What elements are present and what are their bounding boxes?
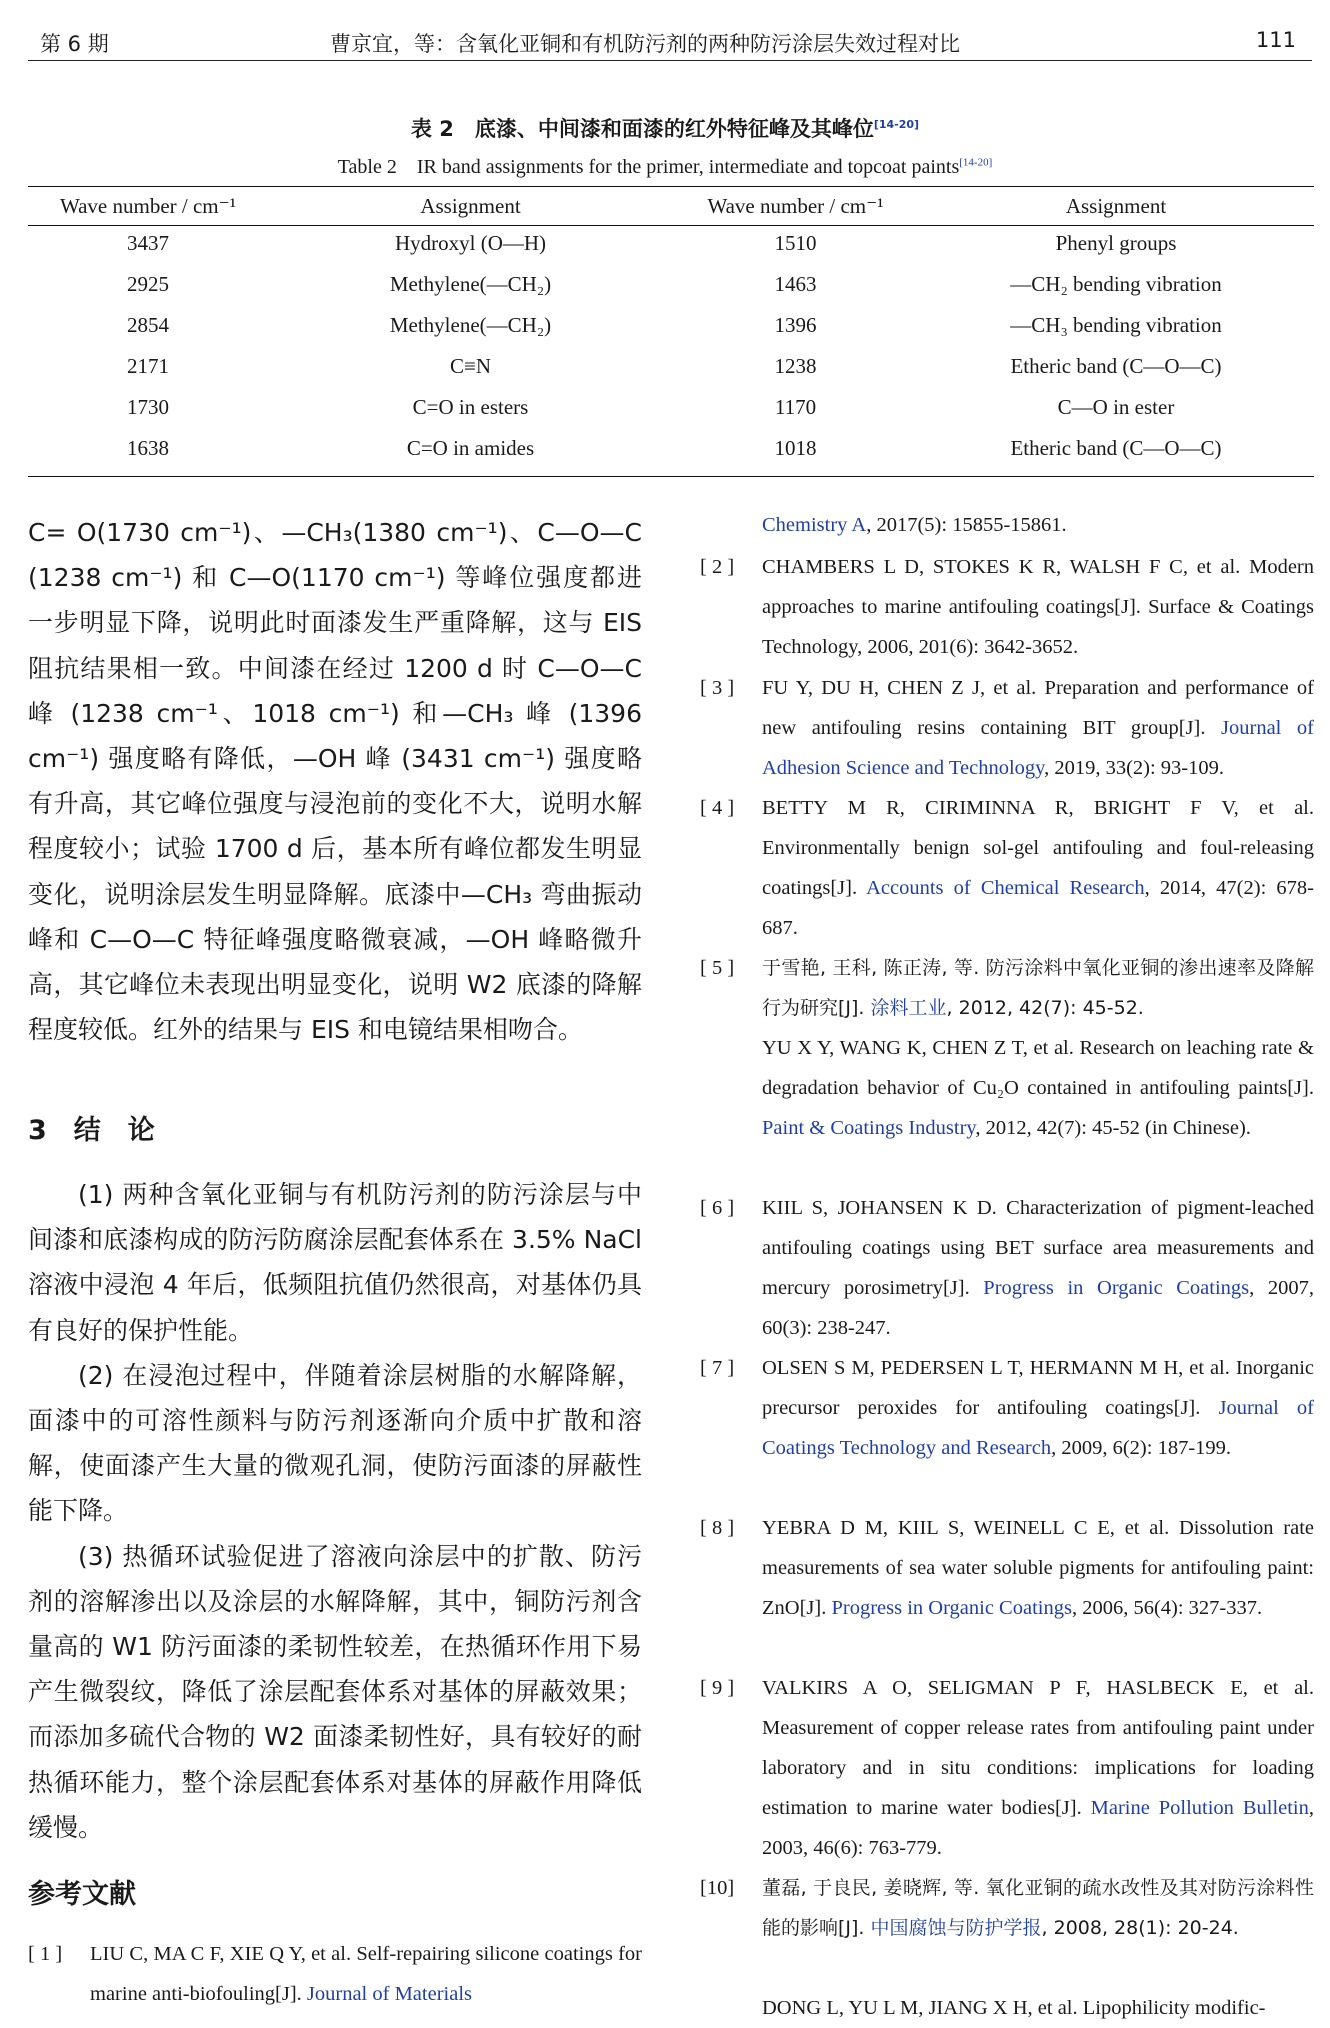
table-cell: C≡N bbox=[449, 354, 491, 378]
reference-text bbox=[762, 505, 1314, 545]
table-cell: 1730 bbox=[127, 395, 169, 419]
table-row bbox=[28, 346, 1314, 387]
reference-number: [ 4 ] bbox=[700, 797, 735, 819]
col-header-wave-2: Wave number / cm⁻¹ bbox=[707, 193, 884, 218]
journal-link[interactable]: Journal of Coatings Technology and Research bbox=[762, 1397, 1314, 1459]
page-number: 111 bbox=[1255, 28, 1296, 52]
reference-body: OLSEN S M, PEDERSEN L T, HERMANN M H, et al. Inorganic precursor peroxides for antifouling coatings[J]. bbox=[762, 1357, 1314, 1419]
reference-body: 于雪艳, 王科, 陈正涛, 等. 防污涂料中氧化亚铜的渗出速率及降解行为研究[J]. bbox=[762, 957, 1314, 1019]
journal-link[interactable]: 涂料工业 bbox=[870, 997, 947, 1019]
col-header-wave-1: Wave number / cm⁻¹ bbox=[59, 193, 237, 218]
table-cell: 2854 bbox=[127, 313, 169, 337]
reference-body: YEBRA D M, KIIL S, WEINELL C E, et al. Dissolution rate measurements of sea water soluble pigments for antifouling paint: ZnO[J]. bbox=[762, 1517, 1314, 1619]
table-cell: 1510 bbox=[774, 231, 817, 255]
reference-text bbox=[762, 668, 1314, 788]
reference-number: [ 8 ] bbox=[700, 1517, 735, 1539]
reference-text bbox=[762, 1348, 1314, 1468]
table-caption-en-text: Table 2 IR band assignments for the primer, intermediate and topcoat paints bbox=[337, 156, 960, 178]
col-header-assign-2: Assignment bbox=[1065, 193, 1167, 218]
table-row bbox=[28, 223, 1314, 264]
table-top-rule bbox=[28, 186, 1314, 187]
journal-link[interactable]: Journal of Materials bbox=[306, 1983, 472, 2005]
table-cell: 1018 bbox=[774, 436, 817, 460]
table-cell: 1638 bbox=[127, 436, 169, 460]
reference-text bbox=[762, 948, 1314, 1028]
table-caption-cn-cite[interactable]: [14-20] bbox=[873, 118, 920, 131]
references-heading: 参考文献 bbox=[28, 1879, 136, 1910]
reference-body: , 2014, 47(2): 678-687. bbox=[762, 877, 1314, 939]
reference-body: YU X Y, WANG K, CHEN Z T, et al. Research on leaching rate & degradation behavior of Cu₂O contained in antifouling paints[J]. bbox=[762, 1037, 1314, 1099]
table-cell: C=O in esters bbox=[412, 395, 529, 419]
reference-body: LIU C, MA C F, XIE Q Y, et al. Self-repairing silicone coatings for marine anti-biofouling[J]. bbox=[90, 1943, 642, 2005]
reference-text bbox=[762, 1508, 1314, 1628]
conclusion-item: (2) 在浸泡过程中，伴随着涂层树脂的水解降解，面漆中的可溶性颜料与防污剂逐渐向介质中扩散和溶解，使面漆产生大量的微观孔洞，使防污面漆的屏蔽性能下降。 bbox=[28, 1360, 642, 1526]
reference-number: [ 7 ] bbox=[700, 1357, 735, 1379]
table-row bbox=[28, 387, 1314, 428]
reference-number: [ 3 ] bbox=[700, 677, 735, 699]
table-cell: 2925 bbox=[127, 272, 169, 296]
body-paragraph: C= O(1730 cm⁻¹)、—CH₃(1380 cm⁻¹)、C—O—C (1238 cm⁻¹) 和 C—O(1170 cm⁻¹) 等峰位强度都进一步明显下降，说明此时面漆发生严重降解，这与 EIS 阻抗结果相一致。中间漆在经过 1200 d 时 C—O—C 峰 (1238 cm⁻¹、1018 cm⁻¹) 和—CH₃ 峰 (1396 cm⁻¹) 强度略有降低，—OH 峰 (3431 cm⁻¹) 强度略有升高，其它峰位强度与浸泡前的变化不大，说明水解程度较小；试验 1700 d 后，基本所有峰位都发生明显变化，说明涂层发生明显降解。底漆中—CH₃ 弯曲振动峰和 C—O—C 特征峰强度略微衰减，—OH 峰略微升高，其它峰位未表现出明显变化，说明 W2 底漆的降解程度较低。红外的结果与 EIS 和电镜结果相吻合。 bbox=[28, 518, 642, 1045]
reference-number: [ 1 ] bbox=[28, 1943, 63, 1965]
table-caption-cn-text: 表 2 底漆、中间漆和面漆的红外特征峰及其峰位 bbox=[410, 117, 874, 141]
table-cell: 1238 bbox=[774, 354, 817, 378]
table-row bbox=[28, 428, 1314, 469]
table-cell: Methylene(—CH₂) bbox=[389, 272, 552, 296]
table-caption-en bbox=[0, 150, 1330, 179]
reference-body: BETTY M R, CIRIMINNA R, BRIGHT F V, et al. Environmentally benign sol-gel antifouling and foul-releasing coatings[J]. bbox=[762, 797, 1314, 899]
left-column bbox=[28, 510, 642, 1052]
reference-text bbox=[762, 1868, 1314, 1948]
table-cell: Etheric band (C—O—C) bbox=[1010, 354, 1222, 378]
journal-link[interactable]: Paint & Coatings Industry bbox=[762, 1117, 976, 1139]
reference-body: , 2012, 42(7): 45-52 (in Chinese). bbox=[975, 1117, 1251, 1139]
section-heading-conclusions: 3 结 论 bbox=[28, 1115, 155, 1146]
conclusion-item: (1) 两种含氧化亚铜与有机防污剂的防污涂层与中间漆和底漆构成的防污防腐涂层配套体系在 3.5% NaCl 溶液中浸泡 4 年后，低频阻抗值仍然很高，对基体仍具有良好的保护性能。 bbox=[28, 1180, 642, 1345]
reference-body: , 2012, 42(7): 45-52. bbox=[946, 997, 1144, 1019]
journal-link[interactable]: Progress in Organic Coatings bbox=[831, 1597, 1072, 1619]
journal-link[interactable]: Marine Pollution Bulletin bbox=[1090, 1797, 1309, 1819]
reference-text bbox=[762, 1668, 1314, 1868]
reference-body: FU Y, DU H, CHEN Z J, et al. Preparation and performance of new antifouling resins containing BIT group[J]. bbox=[762, 677, 1314, 739]
reference-body: , 2003, 46(6): 763-779. bbox=[762, 1797, 1315, 1859]
table-cell: 1396 bbox=[774, 313, 817, 337]
reference-body: VALKIRS A O, SELIGMAN P F, HASLBECK E, et al. Measurement of copper release rates from antifouling paint under laboratory and in situ conditions: implications for loading estimation to marine water bodies[J]. bbox=[762, 1677, 1314, 1819]
reference-text: CHAMBERS L D, STOKES K R, WALSH F C, et al. Modern approaches to marine antifouling coatings[J]. Surface & Coatings Technology, 2006, 201(6): 3642-3652. bbox=[762, 556, 1314, 658]
reference-body: , 2019, 33(2): 93-109. bbox=[1044, 757, 1225, 779]
table-header-row bbox=[28, 189, 1314, 223]
table-cell: C—O in ester bbox=[1057, 395, 1175, 419]
table-caption-cn bbox=[0, 113, 1330, 143]
table-cell: —CH₂ bending vibration bbox=[1010, 272, 1222, 296]
reference-body: , 2009, 6(2): 187-199. bbox=[1051, 1437, 1232, 1459]
reference-body: KIIL S, JOHANSEN K D. Characterization of pigment-leached antifouling coatings using BET surface area measurements and mercury porosimetry[J]. bbox=[762, 1197, 1314, 1299]
reference-body: , 2017(5): 15855-15861. bbox=[866, 514, 1067, 536]
ir-band-table bbox=[28, 189, 1314, 469]
reference-continuation bbox=[700, 505, 1314, 545]
journal-link[interactable]: 中国腐蚀与防护学报 bbox=[870, 1917, 1042, 1939]
table-cell: —CH₃ bending vibration bbox=[1010, 313, 1222, 337]
journal-link[interactable]: Journal of Adhesion Science and Technology bbox=[762, 717, 1314, 779]
journal-link[interactable]: Accounts of Chemical Research bbox=[866, 877, 1145, 899]
table-cell: 1170 bbox=[774, 395, 817, 419]
reference-number: [ 9 ] bbox=[700, 1677, 735, 1699]
table-cell: 1463 bbox=[774, 272, 817, 296]
running-title: 曹京宜，等：含氧化亚铜和有机防污剂的两种防污涂层失效过程对比 bbox=[330, 32, 960, 56]
reference-body: , 2007, 60(3): 238-247. bbox=[762, 1277, 1314, 1339]
reference-text: DONG L, YU L M, JIANG X H, et al. Lipophilicity modific- bbox=[762, 1997, 1266, 2019]
table-cell: Methylene(—CH₂) bbox=[389, 313, 552, 337]
issue-label: 第 6 期 bbox=[40, 32, 109, 56]
reference-body: , 2006, 56(4): 327-337. bbox=[1071, 1597, 1263, 1619]
conclusion-item: (3) 热循环试验促进了溶液向涂层中的扩散、防污剂的溶解渗出以及涂层的水解降解，其中，铜防污剂含量高的 W1 防污面漆的柔韧性较差，在热循环作用下易产生微裂纹，降低了涂层配套体系对基体的屏蔽效果；而添加多硫代合物的 W2 面漆柔韧性好，具有较好的耐热循环能力，整个涂层配套体系对基体的屏蔽作用降低缓慢。 bbox=[28, 1541, 642, 1842]
journal-link[interactable]: Progress in Organic Coatings bbox=[983, 1277, 1250, 1299]
reference-body: , 2008, 28(1): 20-24. bbox=[1041, 1917, 1239, 1939]
table-row bbox=[28, 305, 1314, 346]
table-cell: Etheric band (C—O—C) bbox=[1010, 436, 1222, 460]
table-bottom-rule bbox=[28, 476, 1314, 477]
col-header-assign-1: Assignment bbox=[420, 193, 521, 218]
table-row bbox=[28, 264, 1314, 305]
table-cell: Hydroxyl (O—H) bbox=[394, 231, 547, 255]
table-caption-en-cite[interactable]: [14-20] bbox=[959, 156, 993, 169]
reference-number: [ 5 ] bbox=[700, 957, 735, 979]
reference-text bbox=[762, 788, 1314, 948]
header-rule bbox=[28, 60, 1312, 61]
reference-text bbox=[762, 1188, 1314, 1348]
reference-body: 董磊, 于良民, 姜晓辉, 等. 氧化亚铜的疏水改性及其对防污涂料性能的影响[J]. bbox=[762, 1877, 1314, 1939]
reference-text bbox=[762, 1028, 1314, 1148]
reference-number: [10] bbox=[700, 1877, 735, 1899]
reference-number: [ 2 ] bbox=[700, 556, 735, 578]
table-cell: C=O in amides bbox=[406, 436, 535, 460]
journal-link[interactable]: Chemistry A bbox=[762, 514, 867, 536]
table-cell: 3437 bbox=[127, 231, 169, 255]
reference-item bbox=[28, 1934, 642, 2016]
table-cell: 2171 bbox=[127, 354, 169, 378]
reference-text bbox=[90, 1934, 642, 2014]
table-cell: Phenyl groups bbox=[1055, 231, 1177, 255]
conclusions-block bbox=[28, 1172, 642, 1850]
reference-number: [ 6 ] bbox=[700, 1197, 735, 1219]
